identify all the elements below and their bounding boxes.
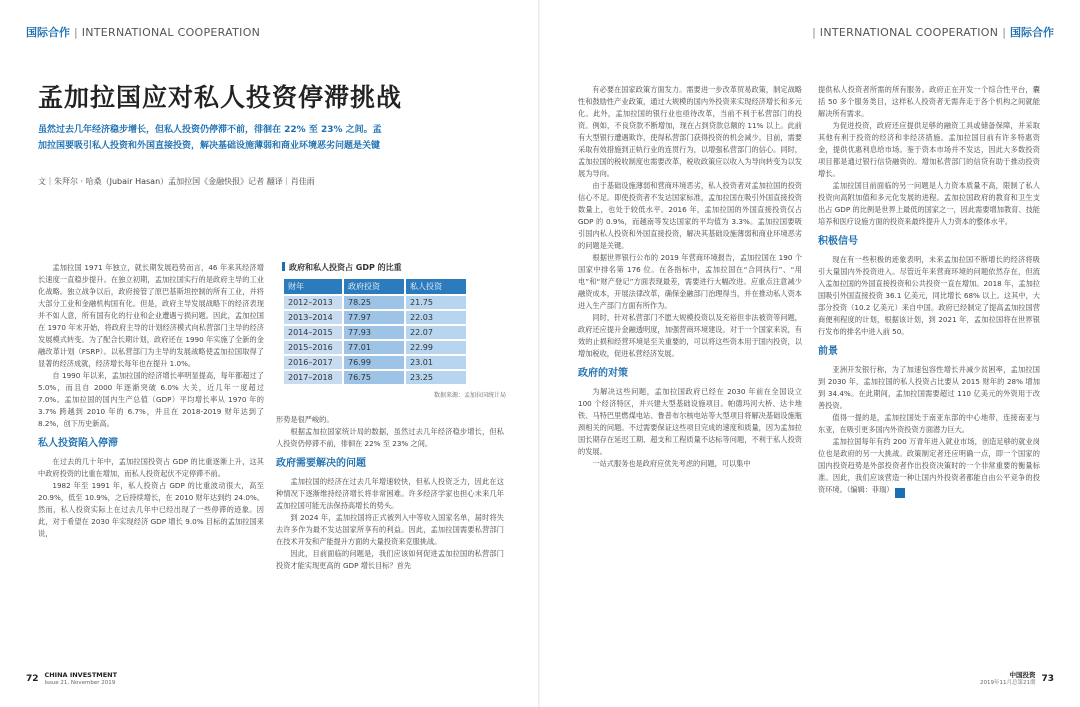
paragraph: 因此，目前面临的问题是，我们应该如何促进孟加拉国的私营部门投资才能实现更高的 GDP 增长目标？首先	[276, 549, 504, 570]
section-heading: 政府需要解决的问题	[276, 458, 366, 469]
paragraph: 1982 年至 1991 年，私人投资占 GDP 的比重波动很大，高至 20.9%，低至 10.9%，之后持续增长，在 2010 财年达到约 24.0%。然而，私人投资实际上在过去几年中已经出现了一些停滞的迹象。因此，对于希望在 2030 年实现经济 GDP 增长 9.0% 目标的孟加拉国来说，	[38, 481, 264, 538]
page-number: 73	[1041, 674, 1054, 684]
table-cell: 2015–2016	[284, 341, 342, 354]
publication-name: CHINA INVESTMENT	[44, 671, 118, 679]
text-column-4	[818, 84, 1040, 664]
table-cell: 2016–2017	[284, 356, 342, 369]
paragraph: 亚洲开发银行称，为了加速包容性增长并减少贫困率，孟加拉国到 2030 年，孟加拉国的私人投资占比要从 2015 财年的 28% 增加到 34.4%。在此期间，孟加拉国需要超过 110 亿美元的外资用于改善投资。	[818, 365, 1040, 410]
paragraph: 同时，针对私营部门不愿大规模投资以及充裕但非法被资等问题，政府还应提升金融透明度，加强营商环境建设。对于一个国家来说，有效的止损和经营环境是至关重要的，可以将这些资本用于国内投资，以增加税收，促进私营经济发展。	[578, 313, 802, 358]
section-label-en: INTERNATIONAL COOPERATION	[81, 26, 261, 39]
paragraph: 形势是很严峻的。	[276, 415, 334, 424]
table-cell: 2012–2013	[284, 296, 342, 309]
issue-label: Issue 21, November 2019	[44, 680, 116, 686]
header-separator: |	[74, 26, 78, 39]
section-label-cn: 国际合作	[1010, 26, 1054, 39]
section-heading: 私人投资陷入停滞	[38, 438, 118, 449]
table-header-cell: 私人投资	[406, 279, 466, 294]
table-row	[284, 296, 466, 309]
paragraph: 根据世界银行公布的 2019 年营商环境报告，孟加拉国在 190 个国家中排名第 176 位。在各指标中，孟加拉国在“合同执行”、“用电”和“财产登记”方面表现最差，需要进行大幅改进。应重点注意减少融资成本，开展法律改革，确保金融部门治理得当，并在推动私人资本进入生产部门方面有所作为。	[578, 253, 802, 310]
table-cell: 78.25	[344, 296, 404, 309]
paragraph	[818, 436, 1040, 498]
table-cell: 77.01	[344, 341, 404, 354]
header-separator: |	[1002, 26, 1006, 39]
table-header-cell: 政府投资	[344, 279, 404, 294]
investment-table-block	[282, 262, 526, 399]
paragraph: 有必要在国家政策方面发力。需要进一步改革贸易政策，制定战略性和鼓励性产业政策，通过大规模的国内外投资来实现经济增长和多元化。此外，孟加拉国的银行业也亟待改革，当前不利于私营部门的投资。例如，不良贷款不断增加，现在占到贷款总额的 11% 以上。此前有大型银行遭遇欺诈，使得私营部门获得投资的机会减少。目前，需要采取有效措施到正轨行业的连贯行为，以增强私营部门的信心。同时，孟加拉国的税收制度也需要改革，税收政策应以收入为导向转变为以发展为导向。	[578, 85, 802, 178]
page-number: 72	[26, 674, 39, 684]
paragraph: 孟加拉国的经济在过去几年增速较快，但私人投资乏力，因此在这种情况下逐渐维持经济增长将非常困难。许多经济学家也担心未来几年孟加拉国可能无法保持高增长的势头。	[276, 477, 504, 510]
table-source: 数据来源：孟加拉国统计局	[433, 392, 506, 399]
text-column-2	[276, 414, 504, 664]
closing-text: 孟加拉国每年有约 200 万青年进入就业市场，创造足够的就业岗位也是政府的另一大挑战。政策制定者还应明确一点，即一个国家的国内投资趋势是外部投资者作出投资决策时的一个非常重要的衡量标准。因此，我们应该营造一种让国内外投资者都能自由公平竞争的投资环境。（编辑：菲瑞）	[818, 437, 1040, 494]
article-byline: 文｜朱拜尔 · 哈桑（Jubair Hasan）孟加拉国《金融快报》记者 翻译｜肖佳雨	[38, 177, 315, 186]
header-separator: |	[812, 26, 816, 39]
table-cell: 76.75	[344, 371, 404, 384]
left-page-footer	[26, 672, 117, 687]
text-column-1	[38, 262, 264, 662]
text-column-3	[578, 84, 802, 664]
table-cell: 2014–2015	[284, 326, 342, 339]
table-cell: 22.99	[406, 341, 466, 354]
section-heading: 前景	[818, 346, 838, 357]
table-row	[284, 311, 466, 324]
table-row	[284, 356, 466, 369]
right-page-header	[808, 24, 1054, 40]
article-lead: 虽然过去几年经济稳步增长，但私人投资仍停滞不前，徘徊在 22% 至 23% 之间。孟加拉国要吸引私人投资和外国直接投资，解决基础设施薄弱和商业环境恶劣问题是关键	[38, 125, 382, 151]
section-label-cn: 国际合作	[26, 26, 70, 39]
right-page	[540, 0, 1080, 707]
section-heading: 政府的对策	[578, 368, 628, 379]
title-bar-icon	[282, 262, 285, 271]
table-title	[282, 262, 526, 273]
table-cell: 22.07	[406, 326, 466, 339]
table-cell: 77.97	[344, 311, 404, 324]
table-cell: 77.93	[344, 326, 404, 339]
table-row	[284, 326, 466, 339]
table-cell: 2017–2018	[284, 371, 342, 384]
paragraph: 在过去的几十年中，孟加拉国投资占 GDP 的比重逐渐上升，这其中政府投资的比重在增加，而私人投资起伏不定停滞不前。	[38, 457, 264, 478]
paragraph: 为促进投资，政府还应提供足够的融资工具或储备保障，并采取其他有利于投资的经济和非经济措施。孟加拉国目前有许多特惠资金，提供优惠利息给市场。鉴于资本市场并不发达，因此大多数投资项目都是通过银行信贷融资的。增加私营部门的信贷有助于推动投资增长。	[818, 121, 1040, 178]
left-page-header	[26, 24, 260, 40]
right-page-footer	[980, 672, 1054, 687]
table-row	[284, 341, 466, 354]
paragraph: 自 1990 年以来，孟加拉国的经济增长率明显提高，每年都超过了 5.0%，而且自 2000 年逐渐突破 6.0% 大关，近几年一度超过 7.0%。孟加拉国的国内生产总值（GDP）平均增长率从 1970 年的 3.7% 跨越到 2010 年的 6.7%，并且在 2018-2019 财年达到了 8.2%，创下历史新高。	[38, 371, 264, 428]
table-header-row	[284, 279, 466, 294]
paragraph: 提供私人投资者所需的所有服务。政府正在开发一个综合性平台，囊括 50 多个服务类目，这样私人投资者无需奔走于各个机构之间就能解决所有需求。	[818, 85, 1040, 118]
article-title: 孟加拉国应对私人投资停滞挑战	[38, 83, 403, 112]
table-cell: 21.75	[406, 296, 466, 309]
paragraph: 现在有一些积极的迹象表明，未来孟加拉国不断增长的经济将吸引大量国内外投资进入。尽管近年来营商环境的问题依然存在，但流入孟加拉国的外国直接投资和公共投资一直在增加。2018 年，孟加拉国吸引外国直接投资 36.1 亿美元，同比增长 68% 以上。这其中，大部分投资（10.2 亿美元）来自中国。政府已经制定了提高孟加拉国营商便利程度的计划，根据该计划，到 2021 年，孟加拉国将在世界银行发布的排名中进入前 50。	[818, 255, 1040, 336]
section-label-en: INTERNATIONAL COOPERATION	[819, 26, 999, 39]
paragraph: 根据孟加拉国家统计局的数据，虽然过去几年经济稳步增长，但私人投资仍停滞不前，徘徊在 22% 至 23% 之间。	[276, 427, 504, 448]
paragraph: 一站式服务也是政府应优先考虑的问题，可以集中	[592, 459, 751, 468]
paragraph: 孟加拉国 1971 年独立，就长期发展趋势而言，46 年来其经济增长速度一直稳步提升。在独立初期，孟加拉国实行的是政府主导的工业化战略。独立战争以后，政府接管了原巴基斯坦控制的所有工业，并将大部分工业和金融机构国有化。但是，政府主导发展战略下的经济表现并不如人意，所有国有化的行业和企业遭遇亏损问题。因此，孟加拉国在 1970 年末开始，将政府主导的计划经济模式向私营部门主导的经济发展模式转变。为了配合长期计划，政府还在 1990 年实施了全新的金融改革计划（FSRP）。以私营部门为主导的发展战略使孟加拉国取得了显著的经济成就，经济增长每年也在提升 1.0%。	[38, 263, 264, 368]
paragraph: 到 2024 年，孟加拉国将正式被列入中等收入国家名单，届时将失去许多作为最不发达国家所享有的利益。因此，孟加拉国需要私营部门在技术开发和产能提升方面的大量投资来克服挑战。	[276, 513, 504, 546]
table-title-text: 政府和私人投资占 GDP 的比重	[289, 263, 402, 272]
table-cell: 22.03	[406, 311, 466, 324]
table-row	[284, 371, 466, 384]
table-cell: 2013–2014	[284, 311, 342, 324]
end-mark-icon: CI	[895, 488, 905, 498]
paragraph: 为解决这些问题，孟加拉国政府已经在 2030 年前在全国设立 100 个经济特区，并兴建大型基础设施项目。帕德玛河大桥、达卡地铁、马特巴里燃煤电站、鲁普布尔核电站等大型项目将解决基础设施瓶颈相关的问题。不过需要保证这些项目完成的速度和质量，因为孟加拉国长期存在延迟工期、超支和工程质量不达标等问题，不利于私人投资的发展。	[578, 387, 802, 456]
paragraph: 孟加拉国目前面临的另一问题是人力资本质量不高，限制了私人投资向高附加值和多元化发展的进程。孟加拉国政府的教育和卫生支出占 GDP 的比例是世界上最低的国家之一，因此需要增加教育、技能培养和医疗设施方面的投资来最终提升人力资本的整体水平。	[818, 181, 1040, 226]
table-cell: 23.01	[406, 356, 466, 369]
paragraph: 值得一提的是，孟加拉国处于南亚东部的中心地带，连接南亚与东亚，在吸引更多国内外资投资方面潜力巨大。	[818, 413, 1040, 434]
section-heading: 积极信号	[818, 236, 858, 247]
investment-table	[282, 277, 468, 386]
issue-label: 2019年11月总第21期	[980, 680, 1036, 686]
paragraph: 由于基础设施薄弱和营商环境恶劣，私人投资者对孟加拉国的投资信心不足。即使投资者不发达国家标准，孟加拉国在吸引外国直接投资数量上，也处于较低水平。2016 年，孟加拉国的外国直接投资仅占 GDP 的 0.9%，而越南等发达国家的平均值为 3.3%。孟加拉国要吸引国内私人投资和外国直接投资，解决其基础设施薄弱和商业环境恶劣的问题是关键。	[578, 181, 802, 250]
table-cell: 23.25	[406, 371, 466, 384]
table-cell: 76.99	[344, 356, 404, 369]
table-header-cell: 财年	[284, 279, 342, 294]
publication-name: 中国投资	[1009, 671, 1036, 679]
